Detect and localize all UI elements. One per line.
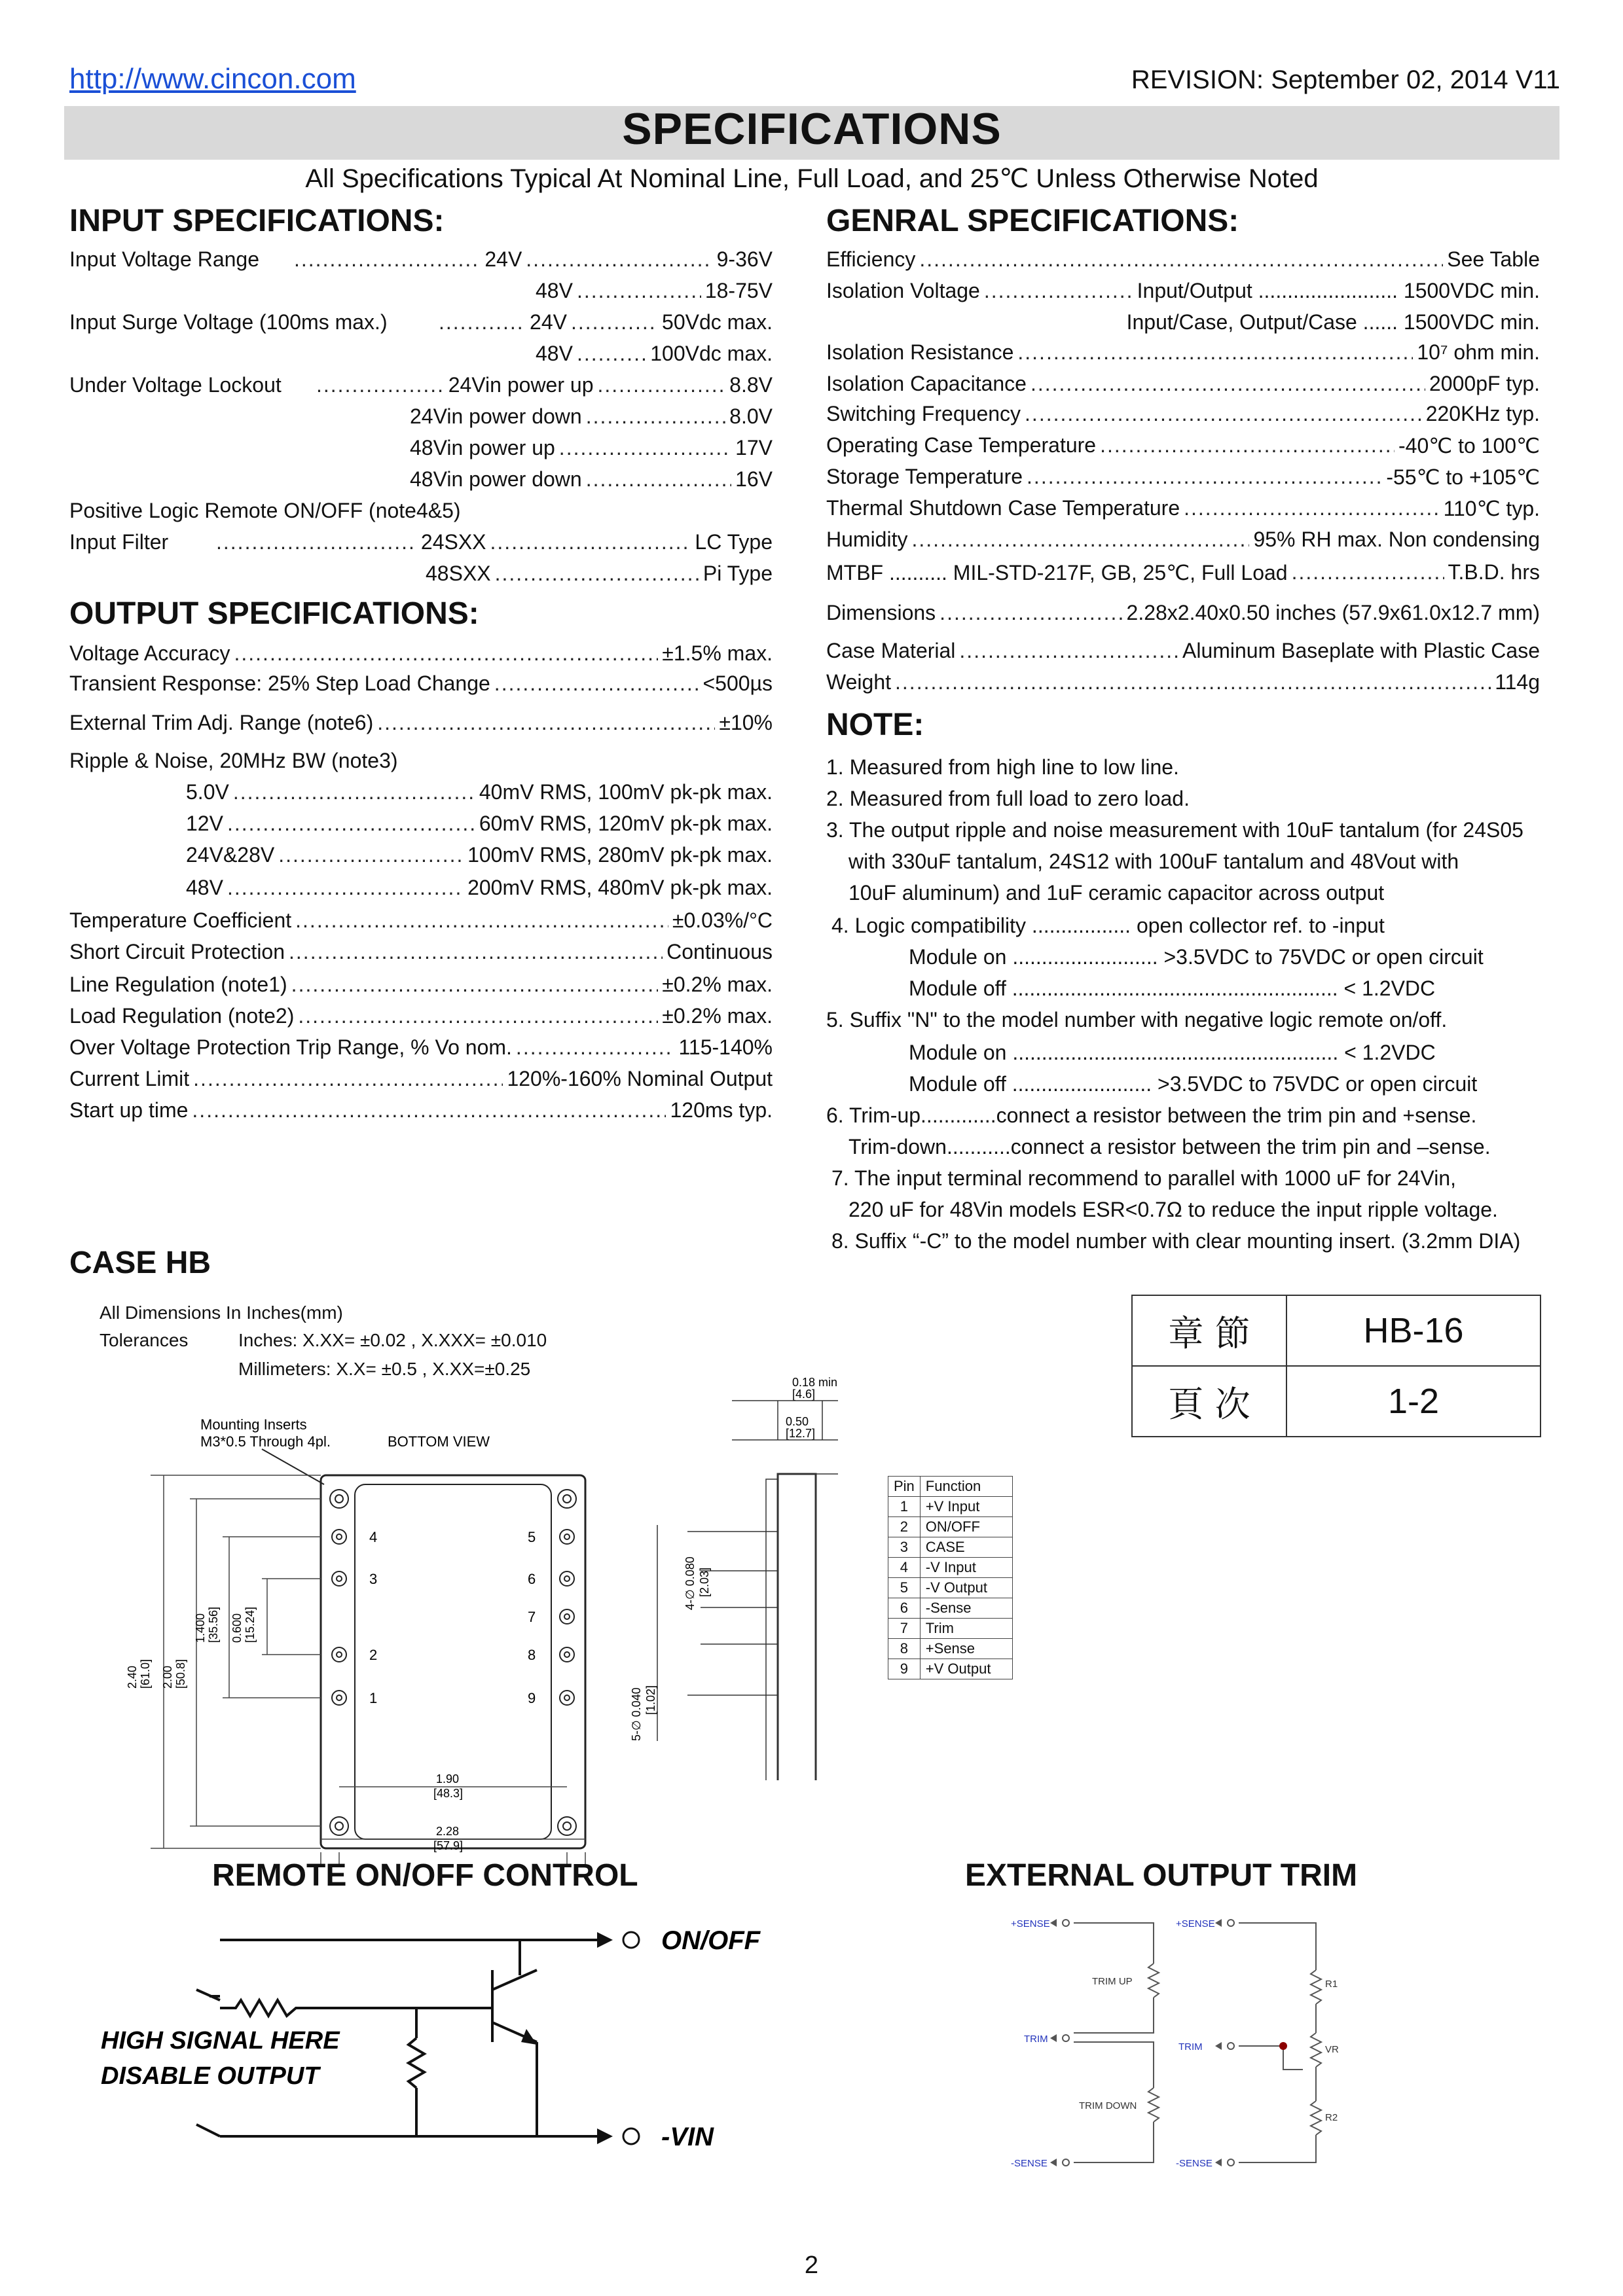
note-line: 6. Trim-up.............connect a resistor between the trim pin and +sense.: [826, 1103, 1477, 1127]
pin-number: 4: [888, 1558, 921, 1578]
general-spec-label: Weight: [826, 670, 892, 694]
pin-row: [888, 1517, 1013, 1537]
general-spec-value: See Table: [1447, 247, 1540, 271]
output-spec-label: External Trim Adj. Range (note6): [69, 711, 374, 734]
note-line: Module off ........................................................ < 1.2VDC: [909, 977, 1436, 1000]
dot-leader: [559, 436, 731, 460]
tolerances-label: Tolerances: [100, 1330, 189, 1350]
dot-leader: [289, 940, 663, 964]
general-spec-label: MTBF .......... MIL-STD-217F, GB, 25℃, Full Load: [826, 561, 1288, 584]
input-spec-entry: [406, 404, 773, 429]
output-spec-value: <500µs: [702, 672, 773, 695]
page-title: SPECIFICATIONS: [622, 104, 1002, 154]
pin-row: [888, 1639, 1013, 1659]
notes-title: NOTE:: [826, 708, 924, 742]
input-spec-entry: [422, 562, 773, 586]
general-spec-label: Thermal Shutdown Case Temperature: [826, 496, 1180, 520]
note-line: 1. Measured from high line to low line.: [826, 755, 1179, 779]
output-spec-row: [69, 711, 773, 735]
input-spec-entry: [216, 530, 773, 554]
svg-text:4-∅ 0.080: 4-∅ 0.080: [684, 1556, 697, 1610]
output-spec-value: 115-140%: [678, 1035, 773, 1059]
trim-nsense-right: -SENSE: [1176, 2158, 1213, 2169]
note-line: 7. The input terminal recommend to parallel with 1000 uF for 24Vin,: [831, 1166, 1456, 1190]
svg-text:2: 2: [369, 1647, 378, 1663]
general-spec-value: 220KHz typ.: [1425, 402, 1540, 425]
general-spec-value: 2.28x2.40x0.50 inches (57.9x61.0x12.7 mm): [1126, 601, 1540, 624]
inserts-label-1: Mounting Inserts: [200, 1416, 307, 1433]
general-spec-list: [826, 247, 1540, 706]
r1-label: R1: [1325, 1979, 1338, 1990]
output-spec-row: [69, 641, 773, 666]
output-spec-value: 120ms typ.: [670, 1098, 773, 1122]
high-signal-label: HIGH SIGNAL HERE: [101, 2027, 340, 2054]
dot-leader: [495, 562, 699, 586]
general-spec-label: Efficiency: [826, 247, 916, 271]
svg-text:9: 9: [528, 1690, 536, 1706]
trim-junction-dot: [1279, 2042, 1287, 2050]
general-spec-value: T.B.D. hrs: [1448, 560, 1540, 584]
tolerance-mm: Millimeters: X.X= ±0.5 , X.XX=±0.25: [238, 1359, 531, 1379]
svg-text:8: 8: [528, 1647, 536, 1663]
svg-text:[15.24]: [15.24]: [244, 1606, 257, 1643]
general-spec-label: Isolation Voltage: [826, 279, 980, 302]
input-spec-value: 100Vdc max.: [650, 342, 773, 365]
general-spec-label: Case Material: [826, 639, 956, 662]
trim-nsense-left: -SENSE: [1011, 2158, 1048, 2169]
general-spec-label: Switching Frequency: [826, 402, 1021, 425]
dot-leader: [939, 601, 1122, 625]
input-spec-mid: 24V: [530, 310, 567, 334]
trim-pin-right: TRIM: [1178, 2041, 1203, 2053]
svg-text:7: 7: [528, 1609, 536, 1625]
input-spec-entry: [532, 279, 773, 303]
dot-leader: [895, 670, 1491, 694]
onoff-label: ON/OFF: [661, 1926, 761, 1955]
general-spec-label: Operating Case Temperature: [826, 433, 1097, 457]
dot-leader: [227, 876, 464, 900]
pin-number: 6: [888, 1598, 921, 1619]
dimension-labels: [126, 1607, 257, 1689]
pin-function: ON/OFF: [920, 1517, 1012, 1537]
dot-leader: [227, 812, 475, 836]
vin-terminal: [623, 2128, 639, 2144]
dot-leader: [586, 467, 731, 492]
output-spec-row: [69, 940, 773, 964]
output-spec-value: ±0.2% max.: [662, 973, 773, 996]
input-spec-label: Positive Logic Remote ON/OFF (note4&5): [69, 499, 461, 522]
dot-leader: [571, 310, 658, 334]
input-spec-mid: 24Vin power up: [448, 373, 594, 397]
general-spec-row: [826, 496, 1540, 521]
input-spec-mid: 48Vin power up: [410, 436, 555, 459]
output-spec-label: 12V: [186, 812, 223, 835]
input-spec-entry: [439, 310, 773, 334]
svg-text:[57.9]: [57.9]: [433, 1839, 464, 1852]
general-spec-label: Isolation Resistance: [826, 340, 1014, 364]
output-spec-label: Over Voltage Protection Trip Range, % Vo nom.: [69, 1035, 512, 1059]
general-spec-row: [826, 402, 1540, 426]
output-spec-value: 40mV RMS, 100mV pk-pk max.: [479, 780, 773, 804]
chapter-key: 章 節: [1132, 1295, 1286, 1366]
input-spec-mid: 24V: [484, 247, 522, 271]
svg-text:0.18 min: 0.18 min: [792, 1376, 838, 1389]
onoff-terminal: [623, 1932, 639, 1948]
svg-text:2.28: 2.28: [436, 1825, 460, 1838]
output-spec-value: Continuous: [666, 940, 773, 963]
svg-text:6: 6: [528, 1571, 536, 1587]
output-spec-row: [69, 908, 773, 933]
general-spec-value: Aluminum Baseplate with Plastic Case: [1182, 639, 1540, 662]
dot-leader: [586, 404, 725, 429]
pin-number: 2: [888, 1517, 921, 1537]
dot-leader: [298, 1004, 658, 1028]
note-line: Module on ......................... >3.5VDC to 75VDC or open circuit: [909, 945, 1484, 969]
trim-pin-left: TRIM: [1024, 2034, 1048, 2045]
output-spec-label: Current Limit: [69, 1067, 190, 1090]
input-spec-value: LC Type: [695, 530, 773, 554]
general-spec-row: [826, 639, 1540, 663]
general-spec-label: Dimensions: [826, 601, 936, 624]
dot-leader: [234, 641, 658, 666]
general-spec-value: Input/Output ........................ 1500VDC min.: [1137, 279, 1540, 302]
pin-function: +V Input: [920, 1497, 1012, 1517]
output-spec-row: [69, 1098, 773, 1122]
pin-row: [888, 1659, 1013, 1679]
input-spec-list: [69, 247, 773, 594]
svg-text:[4.6]: [4.6]: [792, 1388, 816, 1401]
tolerance-inches: Inches: X.XX= ±0.02 , X.XXX= ±0.010: [238, 1330, 547, 1350]
trim-up-label: TRIM UP: [1092, 1976, 1133, 1987]
general-spec-label: Humidity: [826, 528, 908, 551]
svg-text:1.90: 1.90: [436, 1774, 460, 1785]
page-subtitle: All Specifications Typical At Nominal Line, Full Load, and 25℃ Unless Otherwise Noted: [305, 164, 1319, 193]
dot-leader: [516, 1035, 675, 1060]
dot-leader: [1100, 433, 1395, 458]
output-spec-label: 48V: [186, 876, 223, 899]
output-spec-row: [69, 1067, 773, 1091]
general-spec-value: 114g: [1495, 670, 1540, 694]
pins: [332, 1530, 574, 1705]
input-spec-label: Input Voltage Range: [69, 247, 260, 271]
svg-text:5-∅ 0.040: 5-∅ 0.040: [630, 1687, 643, 1741]
output-spec-label: Transient Response: 25% Step Load Change: [69, 672, 490, 695]
general-spec-label: Storage Temperature: [826, 465, 1023, 488]
output-spec-row: [69, 1035, 773, 1060]
output-spec-value: ±1.5% max.: [662, 641, 773, 665]
dot-leader: [1017, 340, 1413, 365]
pin-function: -V Output: [920, 1578, 1012, 1598]
output-spec-value: 60mV RMS, 120mV pk-pk max.: [479, 812, 773, 835]
output-spec-value: 120%-160% Nominal Output: [507, 1067, 773, 1090]
input-spec-entry: [294, 247, 773, 272]
output-spec-label: Load Regulation (note2): [69, 1004, 295, 1028]
dot-leader: [216, 530, 417, 554]
svg-text:4: 4: [369, 1529, 378, 1545]
dot-leader: [577, 342, 646, 366]
general-spec-row: [1101, 310, 1540, 334]
chapter-table: [1131, 1295, 1541, 1437]
dot-leader: [494, 672, 699, 696]
note-line: 3. The output ripple and noise measurement with 10uF tantalum (for 24S05: [826, 818, 1523, 842]
dot-leader: [984, 279, 1133, 303]
input-spec-value: 8.0V: [729, 404, 773, 428]
r2-label: R2: [1325, 2112, 1338, 2123]
general-spec-value: Input/Case, Output/Case ...... 1500VDC min.: [1126, 310, 1540, 334]
input-spec-label: Input Surge Voltage (100ms max.): [69, 310, 388, 334]
revision-label: REVISION: September 02, 2014 V11: [1131, 65, 1560, 94]
pin-function: CASE: [920, 1537, 1012, 1558]
svg-text:[12.7]: [12.7]: [786, 1427, 816, 1440]
general-spec-row: [826, 528, 1540, 552]
note-line: Module on ........................................................ < 1.2VDC: [909, 1041, 1436, 1064]
input-spec-mid: 48SXX: [426, 562, 491, 585]
output-spec-label: 24V&28V: [186, 843, 275, 867]
output-spec-row: [69, 1004, 773, 1028]
output-spec-label: Temperature Coefficient: [69, 908, 292, 932]
dot-leader: [526, 247, 712, 272]
svg-text:[48.3]: [48.3]: [433, 1787, 464, 1800]
dot-leader: [919, 247, 1443, 272]
page-value: 1-2: [1286, 1366, 1541, 1437]
note-line: 4. Logic compatibility ................. open collector ref. to -input: [831, 914, 1385, 937]
svg-text:[1.02]: [1.02]: [644, 1685, 657, 1715]
pin-function: -Sense: [920, 1598, 1012, 1619]
trim-psense-right: +SENSE: [1176, 1918, 1215, 1929]
dot-leader: [233, 780, 475, 804]
input-spec-mid: 48V: [536, 279, 573, 302]
note-line: Trim-down...........connect a resistor between the trim pin and –sense.: [848, 1135, 1491, 1158]
pin-number: 1: [888, 1497, 921, 1517]
output-spec-row: [186, 812, 773, 836]
pin-number: 8: [888, 1639, 921, 1659]
output-spec-value: ±0.2% max.: [662, 1004, 773, 1028]
pin-header: Pin: [888, 1477, 921, 1497]
dot-leader: [597, 373, 725, 397]
input-spec-value: 16V: [735, 467, 773, 491]
bottom-view-label: BOTTOM VIEW: [388, 1433, 490, 1450]
general-spec-value: 2000pF typ.: [1429, 372, 1540, 395]
dot-leader: [193, 1067, 503, 1091]
dot-leader: [1030, 372, 1425, 396]
function-header: Function: [920, 1477, 1012, 1497]
dot-leader: [294, 247, 481, 272]
output-spec-value: 200mV RMS, 480mV pk-pk max.: [467, 876, 773, 899]
input-spec-value: 8.8V: [729, 373, 773, 397]
output-spec-row: [186, 843, 773, 867]
trim-title: EXTERNAL OUTPUT TRIM: [965, 1858, 1358, 1893]
output-spec-row: [186, 876, 773, 900]
general-spec-row: [826, 560, 1540, 585]
general-spec-row: [826, 340, 1540, 365]
pin-row: [888, 1537, 1013, 1558]
pin-number: 9: [888, 1659, 921, 1679]
input-spec-entry: [406, 467, 773, 492]
dot-leader: [278, 843, 464, 867]
svg-text:3: 3: [369, 1571, 378, 1587]
general-spec-title: GENRAL SPECIFICATIONS:: [826, 204, 1239, 238]
output-spec-row: [69, 672, 773, 696]
disable-output-label: DISABLE OUTPUT: [101, 2062, 319, 2090]
dot-leader: [1025, 402, 1422, 426]
dot-leader: [911, 528, 1249, 552]
input-spec-value: 17V: [735, 436, 773, 459]
output-spec-label: Voltage Accuracy: [69, 641, 230, 665]
pin-row: [888, 1598, 1013, 1619]
general-spec-row: [826, 465, 1540, 490]
dot-leader: [439, 310, 526, 334]
pin-function: +Sense: [920, 1639, 1012, 1659]
chapter-value: HB-16: [1286, 1295, 1541, 1366]
general-spec-value: 10⁷ ohm min.: [1417, 340, 1540, 364]
note-line: 8. Suffix “-C” to the model number with clear mounting insert. (3.2mm DIA): [831, 1229, 1521, 1253]
output-spec-list: [69, 641, 773, 1126]
pin-row: [888, 1497, 1013, 1517]
page-key: 頁 次: [1132, 1366, 1286, 1437]
page-number: 2: [804, 2251, 819, 2279]
spacer: [1101, 310, 1123, 334]
pin-number: 7: [888, 1619, 921, 1639]
input-spec-entry: [532, 342, 773, 366]
note-line: 5. Suffix "N" to the model number with negative logic remote on/off.: [826, 1008, 1448, 1031]
vr-label: VR: [1325, 2044, 1339, 2055]
output-spec-label: Start up time: [69, 1098, 189, 1122]
general-spec-row: [826, 601, 1540, 625]
dot-leader: [291, 973, 659, 997]
general-spec-row: [826, 670, 1540, 694]
input-spec-entry: [316, 373, 773, 397]
output-spec-label: 5.0V: [186, 780, 229, 804]
trim-down-label: TRIM DOWN: [1079, 2100, 1137, 2111]
case-side-view-drawing: [629, 1374, 877, 1780]
output-spec-label: Line Regulation (note1): [69, 973, 287, 996]
inserts-label-2: M3*0.5 Through 4pl.: [200, 1433, 331, 1450]
pin-row: [888, 1578, 1013, 1598]
general-spec-value: 95% RH max. Non condensing: [1253, 528, 1540, 551]
general-spec-value: -55℃ to +105℃: [1386, 465, 1540, 489]
case-title: CASE HB: [69, 1246, 211, 1280]
dot-leader: [1292, 560, 1444, 585]
remote-onoff-schematic: [92, 1898, 812, 2186]
svg-text:0.600: 0.600: [230, 1613, 244, 1643]
dot-leader: [316, 373, 445, 397]
output-spec-row: [69, 973, 773, 997]
svg-text:1: 1: [369, 1690, 378, 1706]
svg-text:[35.56]: [35.56]: [207, 1606, 220, 1643]
general-spec-value: 110℃ typ.: [1443, 497, 1540, 520]
output-trim-schematic: [982, 1905, 1401, 2179]
input-spec-value: 9-36V: [716, 247, 773, 271]
dot-leader: [1184, 496, 1439, 521]
general-spec-value: -40℃ to 100℃: [1398, 434, 1540, 457]
svg-text:[50.8]: [50.8]: [174, 1659, 187, 1689]
input-spec-label: Under Voltage Lockout: [69, 373, 282, 397]
dot-leader: [192, 1098, 666, 1122]
input-spec-entry: [406, 436, 773, 460]
input-spec-title: INPUT SPECIFICATIONS:: [69, 204, 445, 238]
input-spec-mid: 48Vin power down: [410, 467, 582, 491]
pin-function-table: [888, 1476, 1013, 1679]
pin-row: [888, 1558, 1013, 1578]
dot-leader: [490, 530, 691, 554]
pin-number: 3: [888, 1537, 921, 1558]
input-spec-mid: 24Vin power down: [410, 404, 582, 428]
general-spec-label: Isolation Capacitance: [826, 372, 1027, 395]
output-spec-label: Short Circuit Protection: [69, 940, 285, 963]
output-spec-title: OUTPUT SPECIFICATIONS:: [69, 596, 479, 631]
output-spec-value: ±0.03%/°C: [672, 908, 773, 932]
dot-leader: [959, 639, 1178, 663]
note-line: 220 uF for 48Vin models ESR<0.7Ω to reduce the input ripple voltage.: [848, 1198, 1498, 1221]
dot-leader: [1027, 465, 1382, 490]
remote-title: REMOTE ON/OFF CONTROL: [212, 1858, 638, 1893]
general-spec-row: [826, 433, 1540, 458]
input-spec-value: 18-75V: [704, 279, 773, 302]
dot-leader: [295, 908, 668, 933]
input-spec-label: Input Filter: [69, 530, 169, 554]
website-link[interactable]: http://www.cincon.com: [69, 63, 356, 95]
trim-psense-left: +SENSE: [1011, 1918, 1050, 1929]
svg-text:0.50: 0.50: [786, 1415, 809, 1428]
dims-note: All Dimensions In Inches(mm): [100, 1302, 343, 1323]
svg-text:2.00: 2.00: [161, 1665, 174, 1689]
pin-numbers: [369, 1529, 536, 1706]
note-line: 10uF aluminum) and 1uF ceramic capacitor across output: [848, 881, 1385, 905]
svg-text:1.400: 1.400: [194, 1613, 207, 1643]
vin-label: -VIN: [661, 2123, 714, 2151]
general-spec-row: [826, 279, 1540, 303]
input-spec-mid: 48V: [536, 342, 573, 365]
dot-leader: [577, 279, 701, 303]
input-spec-value: Pi Type: [702, 562, 773, 585]
pin-number: 5: [888, 1578, 921, 1598]
svg-text:[61.0]: [61.0]: [139, 1659, 152, 1689]
output-spec-row: [186, 780, 773, 804]
note-line: Module off ........................ >3.5VDC to 75VDC or open circuit: [909, 1072, 1478, 1096]
pin-function: -V Input: [920, 1558, 1012, 1578]
pin-function: Trim: [920, 1619, 1012, 1639]
general-spec-row: [826, 247, 1540, 272]
pin-row: [888, 1619, 1013, 1639]
output-spec-label: Ripple & Noise, 20MHz BW (note3): [69, 749, 398, 772]
svg-text:5: 5: [528, 1529, 536, 1545]
input-spec-value: 50Vdc max.: [662, 310, 773, 334]
output-spec-value: ±10%: [719, 711, 773, 734]
note-line: 2. Measured from full load to zero load.: [826, 787, 1190, 810]
svg-text:2.40: 2.40: [126, 1665, 139, 1689]
dot-leader: [377, 711, 715, 735]
svg-text:[2.03]: [2.03]: [698, 1567, 711, 1597]
note-line: with 330uF tantalum, 24S12 with 100uF tantalum and 48Vout with: [848, 850, 1459, 873]
output-spec-value: 100mV RMS, 280mV pk-pk max.: [467, 843, 773, 867]
pin-function: +V Output: [920, 1659, 1012, 1679]
input-spec-mid: 24SXX: [420, 530, 486, 554]
general-spec-row: [826, 372, 1540, 396]
